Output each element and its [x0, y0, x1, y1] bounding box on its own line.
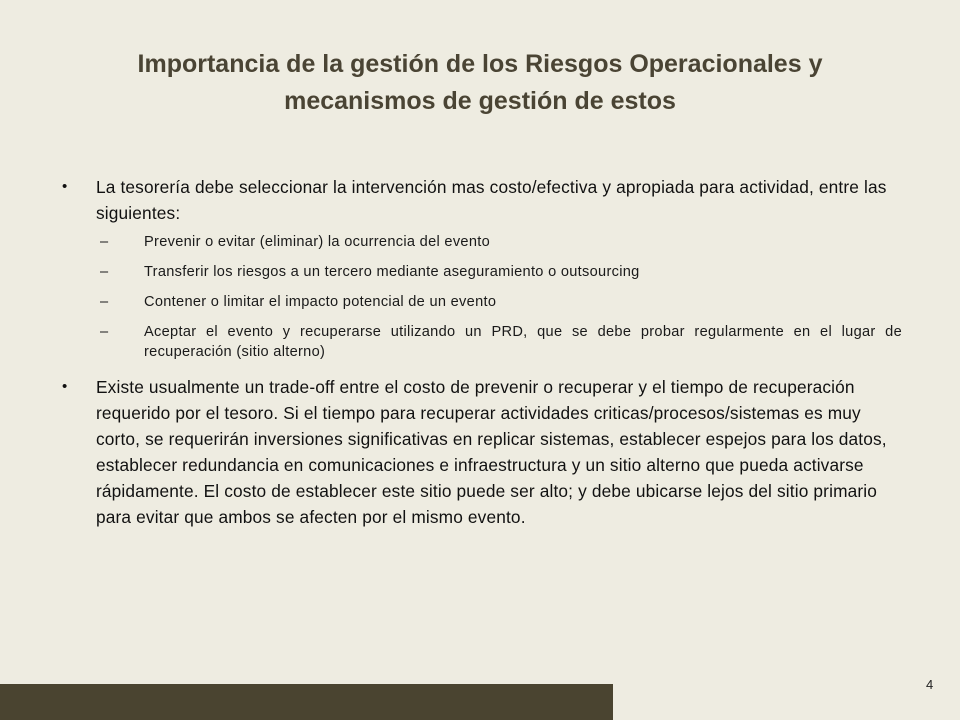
- slide-title: [90, 46, 870, 120]
- dash-marker: –: [100, 234, 109, 250]
- bullet-marker: •: [62, 178, 68, 195]
- slide-title-line-1: Importancia de la gestión de los Riesgos Operacionales y: [137, 50, 823, 78]
- bullet-marker: •: [62, 378, 68, 395]
- sub-item: [60, 292, 902, 312]
- sub-item-text: Prevenir o evitar (eliminar) la ocurrencia del evento: [144, 234, 491, 250]
- dash-marker: –: [100, 294, 109, 310]
- bullet-item: [60, 174, 902, 226]
- sub-item-text: Transferir los riesgos a un tercero mediante aseguramiento o outsourcing: [144, 264, 640, 280]
- page-number: 4: [926, 677, 934, 692]
- sub-item: [60, 232, 902, 252]
- sub-item-list: [60, 232, 902, 362]
- bullet-text: Existe usualmente un trade-off entre el costo de prevenir o recuperar y el tiempo de recuperación requerido por el tesoro. Si el tiempo para recuperar actividades criticas/procesos/sistemas es muy corto, se requerirán inversiones significativas en replicar sistemas, establecer espejos para los datos, establecer redundancia en comunicaciones e infraestructura y un sitio alterno que pueda activarse rápidamente. El costo de establecer este sitio puede ser alto; y debe ubicarse lejos del sitio primario para evitar que ambos se afecten por el mismo evento.: [96, 377, 887, 527]
- sub-item: [60, 322, 902, 362]
- footer-bar: [0, 684, 613, 720]
- dash-marker: –: [100, 264, 109, 280]
- sub-item: [60, 262, 902, 282]
- slide-title-line-2: mecanismos de gestión de estos: [284, 87, 676, 115]
- sub-item-text: Contener o limitar el impacto potencial de un evento: [144, 294, 497, 310]
- bullet-text: La tesorería debe seleccionar la intervención mas costo/efectiva y apropiada para actividad, entre las siguientes:: [96, 177, 887, 223]
- bullet-item: [60, 374, 902, 530]
- sub-item-text: Aceptar el evento y recuperarse utilizando un PRD, que se debe probar regularmente en el lugar de recuperación (sitio alterno): [144, 324, 902, 360]
- dash-marker: –: [100, 324, 109, 340]
- slide-content: [60, 174, 902, 530]
